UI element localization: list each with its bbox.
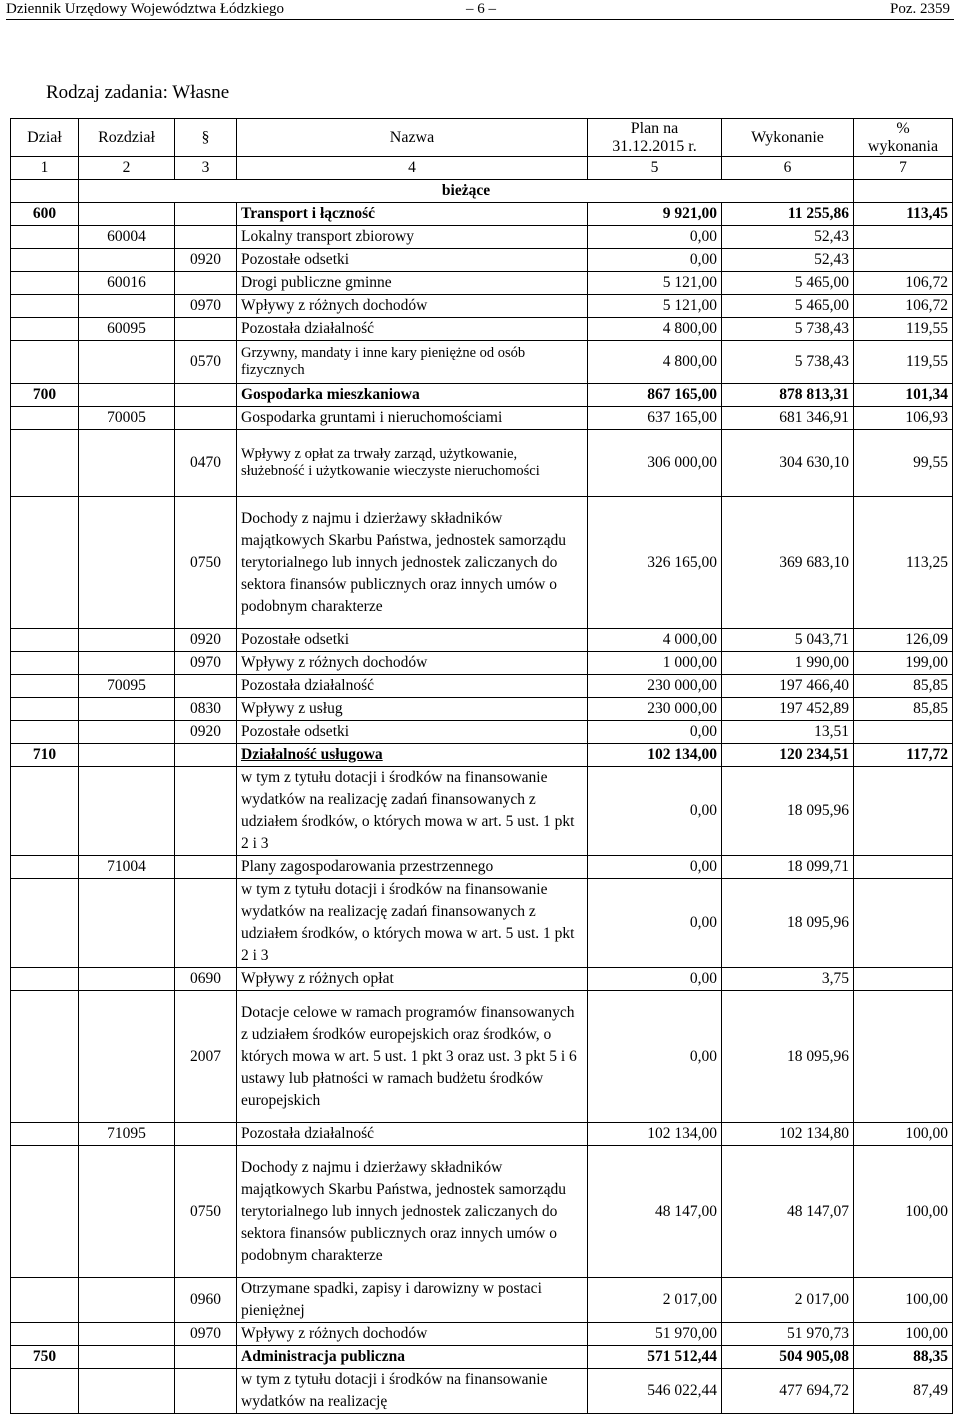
cell-rozdzial (79, 1278, 175, 1323)
cell-paragraf: 0750 (175, 497, 237, 629)
journal-title: Dziennik Urzędowy Województwa Łódzkiego (6, 1, 285, 17)
cell-plan: 0,00 (588, 767, 722, 856)
page-header (0, 0, 960, 18)
cell-pct: 106,93 (854, 407, 953, 430)
cell-plan: 546 022,44 (588, 1369, 722, 1414)
cell-dzial (11, 1278, 79, 1323)
cell-wykonanie: 102 134,80 (722, 1123, 854, 1146)
cell-paragraf: 0920 (175, 249, 237, 272)
table-section-row (11, 744, 953, 767)
cell-plan: 4 000,00 (588, 629, 722, 652)
cell-rozdzial (79, 767, 175, 856)
cell-pct (854, 856, 953, 879)
cell-nazwa: Wpływy z różnych opłat (237, 968, 588, 991)
cell-paragraf: 0570 (175, 341, 237, 384)
cell-nazwa: Grzywny, mandaty i inne kary pieniężne od osób fizycznych (237, 341, 588, 384)
cell-nazwa: Pozostała działalność (237, 1123, 588, 1146)
table-row (11, 497, 953, 629)
cell-paragraf (175, 407, 237, 430)
cell-wykonanie: 5 043,71 (722, 629, 854, 652)
group-label: bieżące (79, 180, 854, 203)
cell-plan: 0,00 (588, 249, 722, 272)
cell-dzial (11, 249, 79, 272)
cell-nazwa: Pozostałe odsetki (237, 721, 588, 744)
table-row (11, 226, 953, 249)
cell-plan: 0,00 (588, 856, 722, 879)
cell-wykonanie: 18 095,96 (722, 879, 854, 968)
cell-pct: 119,55 (854, 318, 953, 341)
cell-rozdzial (79, 1323, 175, 1346)
cell-nazwa: Dotacje celowe w ramach programów finansowanych z udziałem środków europejskich oraz środków, o których mowa w art. 5 ust. 1 pkt 3 oraz ust. 3 pkt 5 i 6 ustawy lub płatności w ramach budżetu środków europejskich (237, 991, 588, 1123)
cell-paragraf (175, 1346, 237, 1369)
table-row (11, 991, 953, 1123)
col-number: 7 (854, 157, 953, 180)
cell-dzial (11, 968, 79, 991)
cell-pct: 88,35 (854, 1346, 953, 1369)
cell-rozdzial (79, 203, 175, 226)
cell-paragraf: 0750 (175, 1146, 237, 1278)
table-row (11, 318, 953, 341)
cell-pct (854, 721, 953, 744)
cell-plan: 4 800,00 (588, 341, 722, 384)
table-row (11, 272, 953, 295)
col-header-plan-line2: 31.12.2015 r. (612, 137, 697, 155)
cell-rozdzial (79, 652, 175, 675)
cell-pct: 113,45 (854, 203, 953, 226)
cell-wykonanie: 2 017,00 (722, 1278, 854, 1323)
position-number: Poz. 2359 (890, 1, 950, 17)
cell-rozdzial (79, 1346, 175, 1369)
group-label-spacer (11, 180, 79, 203)
cell-plan: 0,00 (588, 226, 722, 249)
cell-dzial (11, 407, 79, 430)
cell-plan: 51 970,00 (588, 1323, 722, 1346)
cell-rozdzial (79, 295, 175, 318)
cell-wykonanie: 369 683,10 (722, 497, 854, 629)
cell-paragraf: 0830 (175, 698, 237, 721)
cell-plan: 9 921,00 (588, 203, 722, 226)
cell-pct: 100,00 (854, 1278, 953, 1323)
cell-plan: 1 000,00 (588, 652, 722, 675)
cell-paragraf: 0960 (175, 1278, 237, 1323)
cell-dzial (11, 1123, 79, 1146)
col-number: 3 (175, 157, 237, 180)
cell-dzial: 750 (11, 1346, 79, 1369)
cell-dzial (11, 497, 79, 629)
cell-wykonanie: 5 738,43 (722, 341, 854, 384)
cell-plan: 102 134,00 (588, 744, 722, 767)
cell-nazwa: Pozostałe odsetki (237, 249, 588, 272)
cell-wykonanie: 51 970,73 (722, 1323, 854, 1346)
cell-plan: 571 512,44 (588, 1346, 722, 1369)
cell-pct: 85,85 (854, 675, 953, 698)
col-number: 1 (11, 157, 79, 180)
cell-plan: 5 121,00 (588, 272, 722, 295)
col-header-pct-line2: wykonania (867, 137, 939, 155)
cell-nazwa: w tym z tytułu dotacji i środków na finansowanie wydatków na realizację (237, 1369, 588, 1414)
cell-rozdzial (79, 879, 175, 968)
table-row (11, 629, 953, 652)
cell-nazwa: Gospodarka gruntami i nieruchomościami (237, 407, 588, 430)
cell-dzial (11, 991, 79, 1123)
cell-paragraf (175, 744, 237, 767)
cell-dzial: 700 (11, 384, 79, 407)
cell-wykonanie: 504 905,08 (722, 1346, 854, 1369)
cell-wykonanie: 477 694,72 (722, 1369, 854, 1414)
cell-wykonanie: 18 099,71 (722, 856, 854, 879)
cell-dzial (11, 430, 79, 497)
cell-plan: 637 165,00 (588, 407, 722, 430)
table-row (11, 1323, 953, 1346)
cell-plan: 306 000,00 (588, 430, 722, 497)
cell-paragraf (175, 203, 237, 226)
cell-nazwa: Lokalny transport zbiorowy (237, 226, 588, 249)
table-row (11, 856, 953, 879)
cell-pct: 126,09 (854, 629, 953, 652)
cell-pct (854, 249, 953, 272)
cell-dzial: 600 (11, 203, 79, 226)
table-row (11, 341, 953, 384)
cell-rozdzial: 60095 (79, 318, 175, 341)
cell-wykonanie: 5 738,43 (722, 318, 854, 341)
col-number: 4 (237, 157, 588, 180)
cell-dzial (11, 1146, 79, 1278)
col-number: 6 (722, 157, 854, 180)
cell-paragraf: 2007 (175, 991, 237, 1123)
budget-table (10, 118, 953, 1414)
cell-rozdzial (79, 629, 175, 652)
table-section-row (11, 384, 953, 407)
table-row (11, 407, 953, 430)
cell-paragraf: 0970 (175, 295, 237, 318)
cell-pct (854, 767, 953, 856)
header-divider (6, 19, 954, 20)
col-header-plan (588, 119, 722, 157)
cell-pct: 99,55 (854, 430, 953, 497)
cell-pct: 199,00 (854, 652, 953, 675)
cell-wykonanie: 3,75 (722, 968, 854, 991)
cell-dzial (11, 1323, 79, 1346)
cell-wykonanie: 1 990,00 (722, 652, 854, 675)
cell-plan: 0,00 (588, 968, 722, 991)
table-header-row (11, 119, 953, 157)
cell-nazwa: Otrzymane spadki, zapisy i darowizny w postaci pieniężnej (237, 1278, 588, 1323)
cell-plan: 48 147,00 (588, 1146, 722, 1278)
cell-nazwa: Wpływy z różnych dochodów (237, 295, 588, 318)
cell-dzial (11, 272, 79, 295)
table-row (11, 430, 953, 497)
cell-wykonanie: 197 452,89 (722, 698, 854, 721)
cell-rozdzial: 60004 (79, 226, 175, 249)
cell-pct: 100,00 (854, 1123, 953, 1146)
cell-rozdzial (79, 384, 175, 407)
cell-pct (854, 879, 953, 968)
cell-wykonanie: 5 465,00 (722, 295, 854, 318)
cell-nazwa: Wpływy z różnych dochodów (237, 652, 588, 675)
cell-nazwa: Dochody z najmu i dzierżawy składników majątkowych Skarbu Państwa, jednostek samorządu terytorialnego lub innych jednostek zaliczanych do sektora finansów publicznych oraz innych umów o podobnym charakterze (237, 497, 588, 629)
table-row (11, 968, 953, 991)
cell-plan: 5 121,00 (588, 295, 722, 318)
cell-dzial (11, 295, 79, 318)
cell-rozdzial: 70095 (79, 675, 175, 698)
cell-pct: 106,72 (854, 272, 953, 295)
cell-wykonanie: 48 147,07 (722, 1146, 854, 1278)
table-row (11, 652, 953, 675)
cell-plan: 0,00 (588, 879, 722, 968)
cell-dzial (11, 698, 79, 721)
cell-pct (854, 991, 953, 1123)
cell-wykonanie: 5 465,00 (722, 272, 854, 295)
cell-pct: 106,72 (854, 295, 953, 318)
col-header-nazwa: Nazwa (237, 119, 588, 157)
cell-wykonanie: 197 466,40 (722, 675, 854, 698)
cell-dzial (11, 721, 79, 744)
cell-dzial (11, 879, 79, 968)
cell-nazwa: Dochody z najmu i dzierżawy składników majątkowych Skarbu Państwa, jednostek samorządu terytorialnego lub innych jednostek zaliczanych do sektora finansów publicznych oraz innych umów o podobnym charakterze (237, 1146, 588, 1278)
cell-pct: 119,55 (854, 341, 953, 384)
cell-wykonanie: 11 255,86 (722, 203, 854, 226)
page-number: – 6 – (466, 1, 496, 17)
cell-pct: 85,85 (854, 698, 953, 721)
cell-paragraf (175, 226, 237, 249)
cell-paragraf (175, 1123, 237, 1146)
cell-plan: 0,00 (588, 991, 722, 1123)
cell-rozdzial (79, 497, 175, 629)
cell-paragraf (175, 856, 237, 879)
cell-paragraf (175, 1369, 237, 1414)
table-section-row (11, 1346, 953, 1369)
col-header-pct-line1: % (896, 119, 910, 137)
col-header-rozdzial: Rozdział (79, 119, 175, 157)
cell-dzial (11, 318, 79, 341)
col-number: 5 (588, 157, 722, 180)
cell-dzial (11, 341, 79, 384)
cell-nazwa: Drogi publiczne gminne (237, 272, 588, 295)
cell-plan: 867 165,00 (588, 384, 722, 407)
table-row (11, 1278, 953, 1323)
cell-pct: 100,00 (854, 1323, 953, 1346)
table-row (11, 295, 953, 318)
cell-wykonanie: 304 630,10 (722, 430, 854, 497)
cell-plan: 102 134,00 (588, 1123, 722, 1146)
cell-paragraf (175, 318, 237, 341)
col-header-pct (854, 119, 953, 157)
col-header-dzial: Dział (11, 119, 79, 157)
cell-paragraf: 0970 (175, 652, 237, 675)
cell-wykonanie: 18 095,96 (722, 991, 854, 1123)
table-row (11, 721, 953, 744)
col-header-paragraf: § (175, 119, 237, 157)
cell-paragraf: 0470 (175, 430, 237, 497)
cell-paragraf (175, 384, 237, 407)
cell-paragraf (175, 675, 237, 698)
cell-rozdzial (79, 430, 175, 497)
cell-nazwa: Działalność usługowa (237, 744, 588, 767)
cell-dzial (11, 767, 79, 856)
cell-plan: 326 165,00 (588, 497, 722, 629)
cell-plan: 230 000,00 (588, 698, 722, 721)
cell-nazwa: Administracja publiczna (237, 1346, 588, 1369)
cell-rozdzial (79, 1369, 175, 1414)
group-label-row (11, 180, 953, 203)
cell-nazwa: Gospodarka mieszkaniowa (237, 384, 588, 407)
cell-dzial (11, 675, 79, 698)
table-row (11, 879, 953, 968)
cell-wykonanie: 52,43 (722, 249, 854, 272)
cell-rozdzial (79, 991, 175, 1123)
cell-pct: 117,72 (854, 744, 953, 767)
cell-pct: 100,00 (854, 1146, 953, 1278)
cell-wykonanie: 681 346,91 (722, 407, 854, 430)
cell-paragraf (175, 272, 237, 295)
cell-nazwa: Plany zagospodarowania przestrzennego (237, 856, 588, 879)
table-row (11, 767, 953, 856)
table-row (11, 675, 953, 698)
table-row (11, 1369, 953, 1414)
cell-wykonanie: 878 813,31 (722, 384, 854, 407)
table-row (11, 249, 953, 272)
cell-rozdzial (79, 249, 175, 272)
cell-rozdzial: 60016 (79, 272, 175, 295)
cell-dzial (11, 652, 79, 675)
table-row (11, 698, 953, 721)
cell-nazwa: w tym z tytułu dotacji i środków na finansowanie wydatków na realizację zadań finansowanych z udziałem środków, o których mowa w art. 5 ust. 1 pkt 2 i 3 (237, 767, 588, 856)
cell-dzial (11, 1369, 79, 1414)
cell-paragraf: 0920 (175, 721, 237, 744)
cell-wykonanie: 18 095,96 (722, 767, 854, 856)
cell-pct (854, 226, 953, 249)
cell-dzial (11, 629, 79, 652)
cell-nazwa: Pozostała działalność (237, 675, 588, 698)
cell-pct: 87,49 (854, 1369, 953, 1414)
cell-pct: 113,25 (854, 497, 953, 629)
cell-wykonanie: 52,43 (722, 226, 854, 249)
cell-rozdzial (79, 341, 175, 384)
cell-plan: 0,00 (588, 721, 722, 744)
cell-nazwa: Pozostała działalność (237, 318, 588, 341)
cell-paragraf: 0920 (175, 629, 237, 652)
cell-rozdzial (79, 744, 175, 767)
cell-paragraf (175, 879, 237, 968)
cell-plan: 4 800,00 (588, 318, 722, 341)
group-label-spacer (854, 180, 953, 203)
cell-rozdzial (79, 698, 175, 721)
cell-rozdzial (79, 721, 175, 744)
cell-dzial: 710 (11, 744, 79, 767)
cell-wykonanie: 13,51 (722, 721, 854, 744)
cell-nazwa: Wpływy z różnych dochodów (237, 1323, 588, 1346)
col-header-plan-line1: Plan na (630, 119, 679, 137)
cell-pct: 101,34 (854, 384, 953, 407)
cell-plan: 2 017,00 (588, 1278, 722, 1323)
column-number-row (11, 157, 953, 180)
cell-rozdzial: 71004 (79, 856, 175, 879)
cell-wykonanie: 120 234,51 (722, 744, 854, 767)
cell-plan: 230 000,00 (588, 675, 722, 698)
cell-paragraf (175, 767, 237, 856)
section-title: Rodzaj zadania: Własne (46, 82, 230, 103)
cell-nazwa: Wpływy z opłat za trwały zarząd, użytkowanie, służebność i użytkowanie wieczyste nieruchomości (237, 430, 588, 497)
col-header-wykonanie: Wykonanie (722, 119, 854, 157)
cell-dzial (11, 856, 79, 879)
cell-dzial (11, 226, 79, 249)
cell-nazwa: w tym z tytułu dotacji i środków na finansowanie wydatków na realizację zadań finansowanych z udziałem środków, o których mowa w art. 5 ust. 1 pkt 2 i 3 (237, 879, 588, 968)
cell-rozdzial: 70005 (79, 407, 175, 430)
table-section-row (11, 203, 953, 226)
cell-rozdzial (79, 968, 175, 991)
cell-pct (854, 968, 953, 991)
table-row (11, 1146, 953, 1278)
cell-nazwa: Transport i łączność (237, 203, 588, 226)
cell-nazwa: Pozostałe odsetki (237, 629, 588, 652)
cell-paragraf: 0690 (175, 968, 237, 991)
cell-rozdzial: 71095 (79, 1123, 175, 1146)
cell-nazwa: Wpływy z usług (237, 698, 588, 721)
table-row (11, 1123, 953, 1146)
cell-rozdzial (79, 1146, 175, 1278)
col-number: 2 (79, 157, 175, 180)
cell-paragraf: 0970 (175, 1323, 237, 1346)
